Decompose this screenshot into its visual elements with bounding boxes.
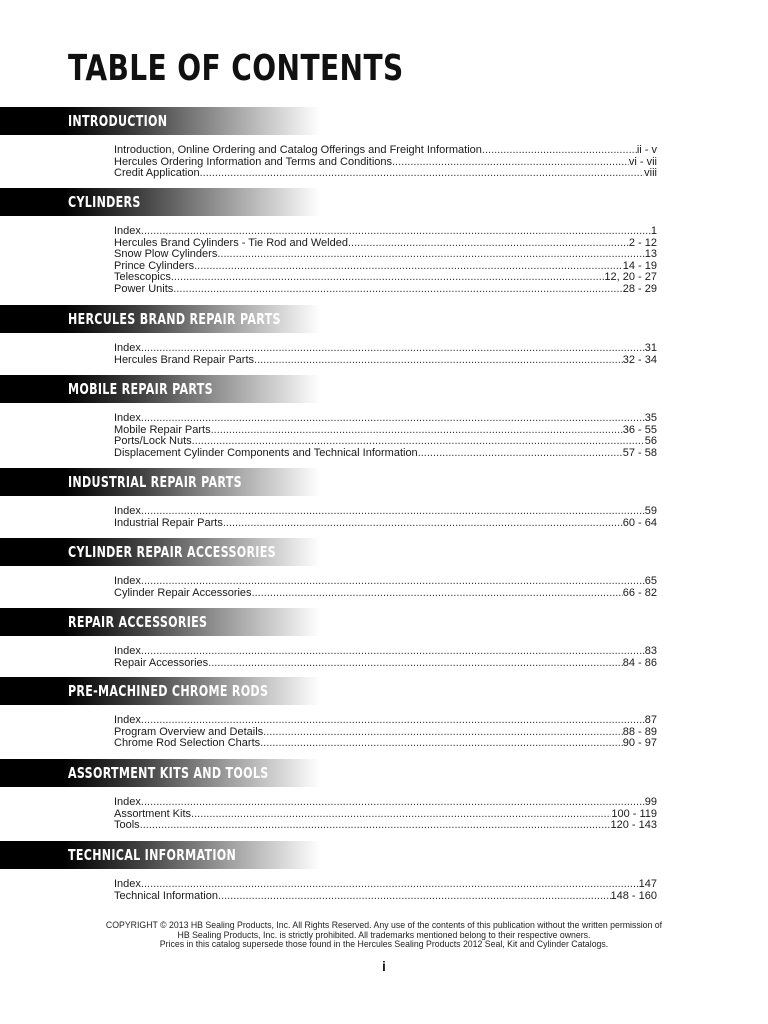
entry-pages: 35	[644, 413, 657, 424]
section-heading: INDUSTRIAL REPAIR PARTS	[68, 473, 242, 491]
toc-entry[interactable]	[114, 343, 657, 355]
dot-leader	[482, 145, 637, 157]
entry-list	[114, 646, 657, 669]
entry-title: Program Overview and Details	[114, 726, 264, 738]
section-hercules-brand-repair-parts	[0, 305, 768, 366]
section-cylinder-repair-accessories	[0, 538, 768, 599]
section-heading: CYLINDER REPAIR ACCESSORIES	[68, 543, 276, 561]
section-header-band	[0, 375, 320, 403]
entry-title: Mobile Repair Parts	[114, 424, 211, 436]
entry-pages: 56	[644, 436, 657, 448]
page-number: i	[382, 958, 386, 974]
entry-title: Index	[114, 797, 141, 808]
section-heading: ASSORTMENT KITS AND TOOLS	[68, 764, 269, 782]
toc-entry[interactable]	[114, 448, 657, 460]
page-title: TABLE OF CONTENTS	[68, 48, 404, 89]
toc-entry[interactable]	[114, 413, 657, 425]
entry-pages: 28 - 29	[622, 283, 657, 295]
toc-entry[interactable]	[114, 226, 657, 238]
dot-leader	[192, 436, 645, 448]
entry-title: Index	[114, 646, 141, 657]
section-header-band	[0, 538, 320, 566]
entry-list	[114, 145, 657, 180]
entry-title: Repair Accessories	[114, 657, 209, 669]
toc-entry[interactable]	[114, 797, 657, 809]
entry-pages: 87	[644, 715, 657, 726]
toc-entry[interactable]	[114, 727, 657, 739]
entry-pages: 99	[644, 797, 657, 808]
dot-leader	[392, 157, 629, 169]
toc-entry[interactable]	[114, 249, 657, 261]
section-assortment-kits-and-tools	[0, 759, 768, 832]
entry-pages: 148 - 160	[610, 890, 657, 902]
dot-leader	[252, 588, 623, 600]
copyright-line: COPYRIGHT © 2013 HB Sealing Products, Inc. All Rights Reserved. Any use of the contents of this publication without the written permission of	[105, 920, 663, 931]
entry-title: Power Units	[114, 283, 174, 295]
section-mobile-repair-parts	[0, 375, 768, 459]
dot-leader	[194, 261, 623, 273]
toc-entry[interactable]	[114, 588, 657, 600]
section-industrial-repair-parts	[0, 468, 768, 529]
entry-pages: 14 - 19	[622, 260, 657, 272]
dot-leader	[141, 506, 645, 518]
section-heading: HERCULES BRAND REPAIR PARTS	[68, 310, 281, 328]
entry-pages: viii	[644, 168, 657, 180]
entry-pages: 32 - 34	[622, 354, 657, 366]
dot-leader	[141, 797, 645, 809]
section-introduction	[0, 107, 768, 180]
toc-entry[interactable]	[114, 820, 657, 832]
entry-pages: 2 - 12	[628, 237, 657, 249]
entry-list	[114, 343, 657, 366]
toc-entry[interactable]	[114, 436, 657, 448]
entry-title: Cylinder Repair Accessories	[114, 587, 252, 599]
entry-pages: 1	[650, 226, 657, 237]
toc-entry[interactable]	[114, 425, 657, 437]
entry-title: Hercules Brand Cylinders - Tie Rod and Welded	[114, 237, 348, 249]
entry-pages: 88 - 89	[622, 726, 657, 738]
dot-leader	[140, 820, 611, 832]
dot-leader	[141, 413, 645, 425]
entry-list	[114, 879, 657, 902]
dot-leader	[418, 448, 623, 460]
entry-title: Telescopics	[114, 272, 171, 284]
toc-entry[interactable]	[114, 261, 657, 273]
entry-title: Displacement Cylinder Components and Technical Information	[114, 447, 418, 459]
dot-leader	[218, 891, 611, 903]
section-heading: MOBILE REPAIR PARTS	[68, 380, 213, 398]
dot-leader	[217, 249, 644, 261]
toc-entry[interactable]	[114, 809, 657, 821]
toc-entry[interactable]	[114, 506, 657, 518]
entry-pages: 83	[644, 646, 657, 657]
entry-pages: 36 - 55	[622, 424, 657, 436]
copyright-line: Prices in this catalog supersede those found in the Hercules Sealing Products 2012 Seal, Kit and Cylinder Catalogs.	[159, 939, 609, 950]
dot-leader	[348, 238, 629, 250]
entry-pages: 66 - 82	[622, 587, 657, 599]
toc-entry[interactable]	[114, 738, 657, 750]
entry-title: Index	[114, 715, 141, 726]
entry-title: Index	[114, 879, 141, 890]
toc-entry[interactable]	[114, 576, 657, 588]
section-header-band	[0, 188, 320, 216]
dot-leader	[141, 343, 645, 355]
entry-title: Credit Application	[114, 168, 200, 180]
entry-pages: 12, 20 - 27	[604, 272, 657, 284]
entry-pages: vi - vii	[628, 156, 657, 168]
dot-leader	[141, 576, 645, 588]
section-cylinders	[0, 188, 768, 296]
entry-title: Chrome Rod Selection Charts	[114, 738, 261, 750]
entry-list	[114, 506, 657, 529]
entry-title: Hercules Brand Repair Parts	[114, 354, 255, 366]
entry-list	[114, 576, 657, 599]
entry-title: Industrial Repair Parts	[114, 517, 223, 529]
entry-pages: 60 - 64	[622, 517, 657, 529]
section-heading: TECHNICAL INFORMATION	[68, 846, 237, 864]
section-technical-information	[0, 841, 768, 902]
dot-leader	[141, 879, 639, 891]
entry-pages: 90 - 97	[622, 738, 657, 750]
toc-entry[interactable]	[114, 879, 657, 891]
dot-leader	[211, 425, 623, 437]
entry-pages: 65	[644, 576, 657, 587]
entry-pages: 84 - 86	[622, 657, 657, 669]
entry-title: Index	[114, 343, 141, 354]
section-heading: INTRODUCTION	[68, 112, 168, 130]
dot-leader	[173, 284, 622, 296]
section-header-band	[0, 608, 320, 636]
entry-pages: 57 - 58	[622, 447, 657, 459]
toc-entry[interactable]	[114, 355, 657, 367]
dot-leader	[141, 646, 645, 658]
entry-title: Introduction, Online Ordering and Catalog Offerings and Freight Information	[114, 145, 482, 156]
entry-pages: 31	[644, 343, 657, 354]
section-heading: CYLINDERS	[68, 193, 141, 211]
toc-entry[interactable]	[114, 658, 657, 670]
toc-entry[interactable]	[114, 646, 657, 658]
dot-leader	[171, 272, 605, 284]
entry-title: Index	[114, 506, 141, 517]
dot-leader	[141, 715, 645, 727]
toc-entry[interactable]	[114, 145, 657, 157]
section-header-band	[0, 468, 320, 496]
entry-pages: 13	[644, 249, 657, 261]
section-header-band	[0, 677, 320, 705]
entry-pages: 147	[638, 879, 657, 890]
section-header-band	[0, 759, 320, 787]
entry-pages: 100 - 119	[611, 808, 657, 820]
entry-title: Index	[114, 226, 141, 237]
copyright-line: HB Sealing Products, Inc. is strictly prohibited. All trademarks mentioned belong to their respective owners.	[177, 929, 591, 941]
entry-pages: ii - v	[636, 145, 657, 156]
entry-list	[114, 715, 657, 750]
copyright-notice	[0, 921, 768, 950]
dot-leader	[200, 168, 645, 180]
entry-title: Assortment Kits	[114, 808, 192, 820]
dot-leader	[223, 518, 623, 530]
entry-title: Ports/Lock Nuts	[114, 436, 192, 448]
entry-title: Tools	[114, 820, 140, 832]
toc-entry[interactable]	[114, 238, 657, 250]
dot-leader	[191, 809, 611, 821]
entry-list	[114, 797, 657, 832]
entry-pages: 120 - 143	[610, 820, 657, 832]
toc-entry[interactable]	[114, 168, 657, 180]
toc-entry[interactable]	[114, 284, 657, 296]
toc-entry[interactable]	[114, 157, 657, 169]
dot-leader	[141, 226, 651, 238]
dot-leader	[263, 727, 623, 739]
dot-leader	[254, 355, 623, 367]
entry-title: Index	[114, 576, 141, 587]
section-header-band	[0, 107, 320, 135]
section-header-band	[0, 305, 320, 333]
entry-list	[114, 413, 657, 459]
entry-list	[114, 226, 657, 296]
toc-entry[interactable]	[114, 272, 657, 284]
entry-title: Prince Cylinders	[114, 260, 195, 272]
section-pre-machined-chrome-rods	[0, 677, 768, 750]
entry-title: Snow Plow Cylinders	[114, 249, 218, 261]
section-heading: REPAIR ACCESSORIES	[68, 613, 208, 631]
section-heading: PRE-MACHINED CHROME RODS	[68, 682, 269, 700]
entry-pages: 59	[644, 506, 657, 517]
section-header-band	[0, 841, 320, 869]
toc-entry[interactable]	[114, 518, 657, 530]
entry-title: Index	[114, 413, 141, 424]
toc-entry[interactable]	[114, 891, 657, 903]
entry-title: Technical Information	[114, 890, 218, 902]
toc-entry[interactable]	[114, 715, 657, 727]
dot-leader	[260, 738, 623, 750]
section-repair-accessories	[0, 608, 768, 669]
dot-leader	[208, 658, 623, 670]
entry-title: Hercules Ordering Information and Terms and Conditions	[114, 156, 392, 168]
